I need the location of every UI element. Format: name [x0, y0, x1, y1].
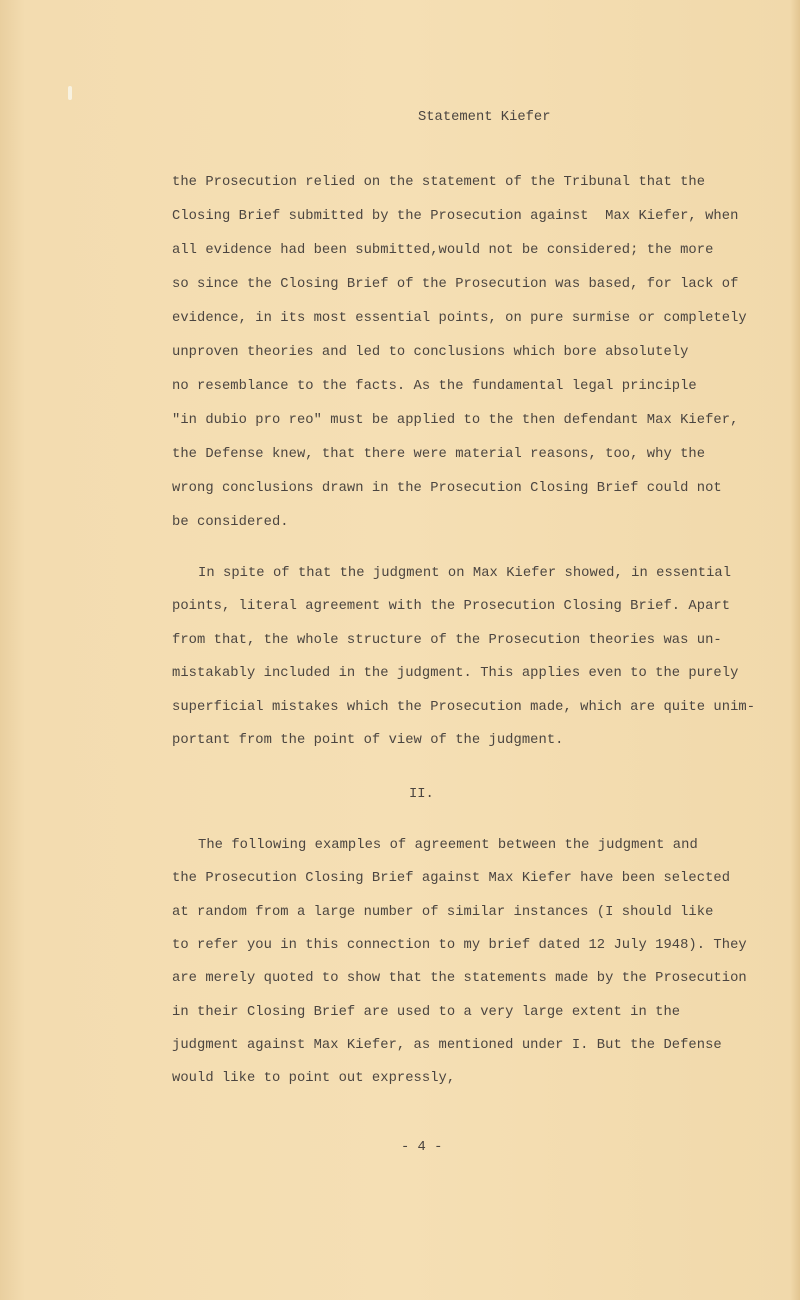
- text-line: evidence, in its most essential points, on pure surmise or completely: [172, 311, 747, 326]
- text-line: "in dubio pro reo" must be applied to the then defendant Max Kiefer,: [172, 413, 739, 428]
- text-line: all evidence had been submitted,would not be considered; the more: [172, 243, 714, 258]
- text-line: the Prosecution relied on the statement of the Tribunal that the: [172, 175, 706, 190]
- text-line: would like to point out expressly,: [172, 1071, 456, 1087]
- text-line: be considered.: [172, 515, 289, 530]
- text-line: points, literal agreement with the Prosecution Closing Brief. Apart: [172, 599, 731, 615]
- text-line: mistakably included in the judgment. This applies even to the purely: [172, 666, 739, 682]
- text-line: wrong conclusions drawn in the Prosecution Closing Brief could not: [172, 481, 722, 496]
- text-line: superficial mistakes which the Prosecution made, which are quite unim-: [172, 699, 756, 715]
- text-line: judgment against Max Kiefer, as mentioned under I. But the Defense: [172, 1037, 722, 1053]
- text-line: portant from the point of view of the judgment.: [172, 733, 564, 748]
- text-line: in their Closing Brief are used to a very large extent in the: [172, 1004, 681, 1020]
- section-heading: II.: [409, 787, 434, 802]
- text-line: from that, the whole structure of the Prosecution theories was un-: [172, 632, 722, 648]
- text-line: Closing Brief submitted by the Prosecution against Max Kiefer, when: [172, 209, 739, 224]
- page-title: Statement Kiefer: [418, 110, 551, 125]
- page-number: - 4 -: [401, 1140, 443, 1155]
- text-line: to refer you in this connection to my brief dated 12 July 1948). They: [172, 937, 747, 953]
- text-line: so since the Closing Brief of the Prosecution was based, for lack of: [172, 277, 739, 292]
- text-line: The following examples of agreement between the judgment and: [198, 838, 698, 853]
- text-line: the Defense knew, that there were material reasons, too, why the: [172, 447, 706, 462]
- text-line: the Prosecution Closing Brief against Max Kiefer have been selected: [172, 871, 731, 887]
- text-line: no resemblance to the facts. As the fundamental legal principle: [172, 379, 697, 394]
- text-line: at random from a large number of similar instances (I should like: [172, 904, 714, 920]
- text-line: In spite of that the judgment on Max Kiefer showed, in essential: [198, 566, 732, 581]
- text-line: unproven theories and led to conclusions which bore absolutely: [172, 345, 689, 360]
- text-line: are merely quoted to show that the statements made by the Prosecution: [172, 971, 747, 987]
- paper-blemish: [68, 86, 72, 100]
